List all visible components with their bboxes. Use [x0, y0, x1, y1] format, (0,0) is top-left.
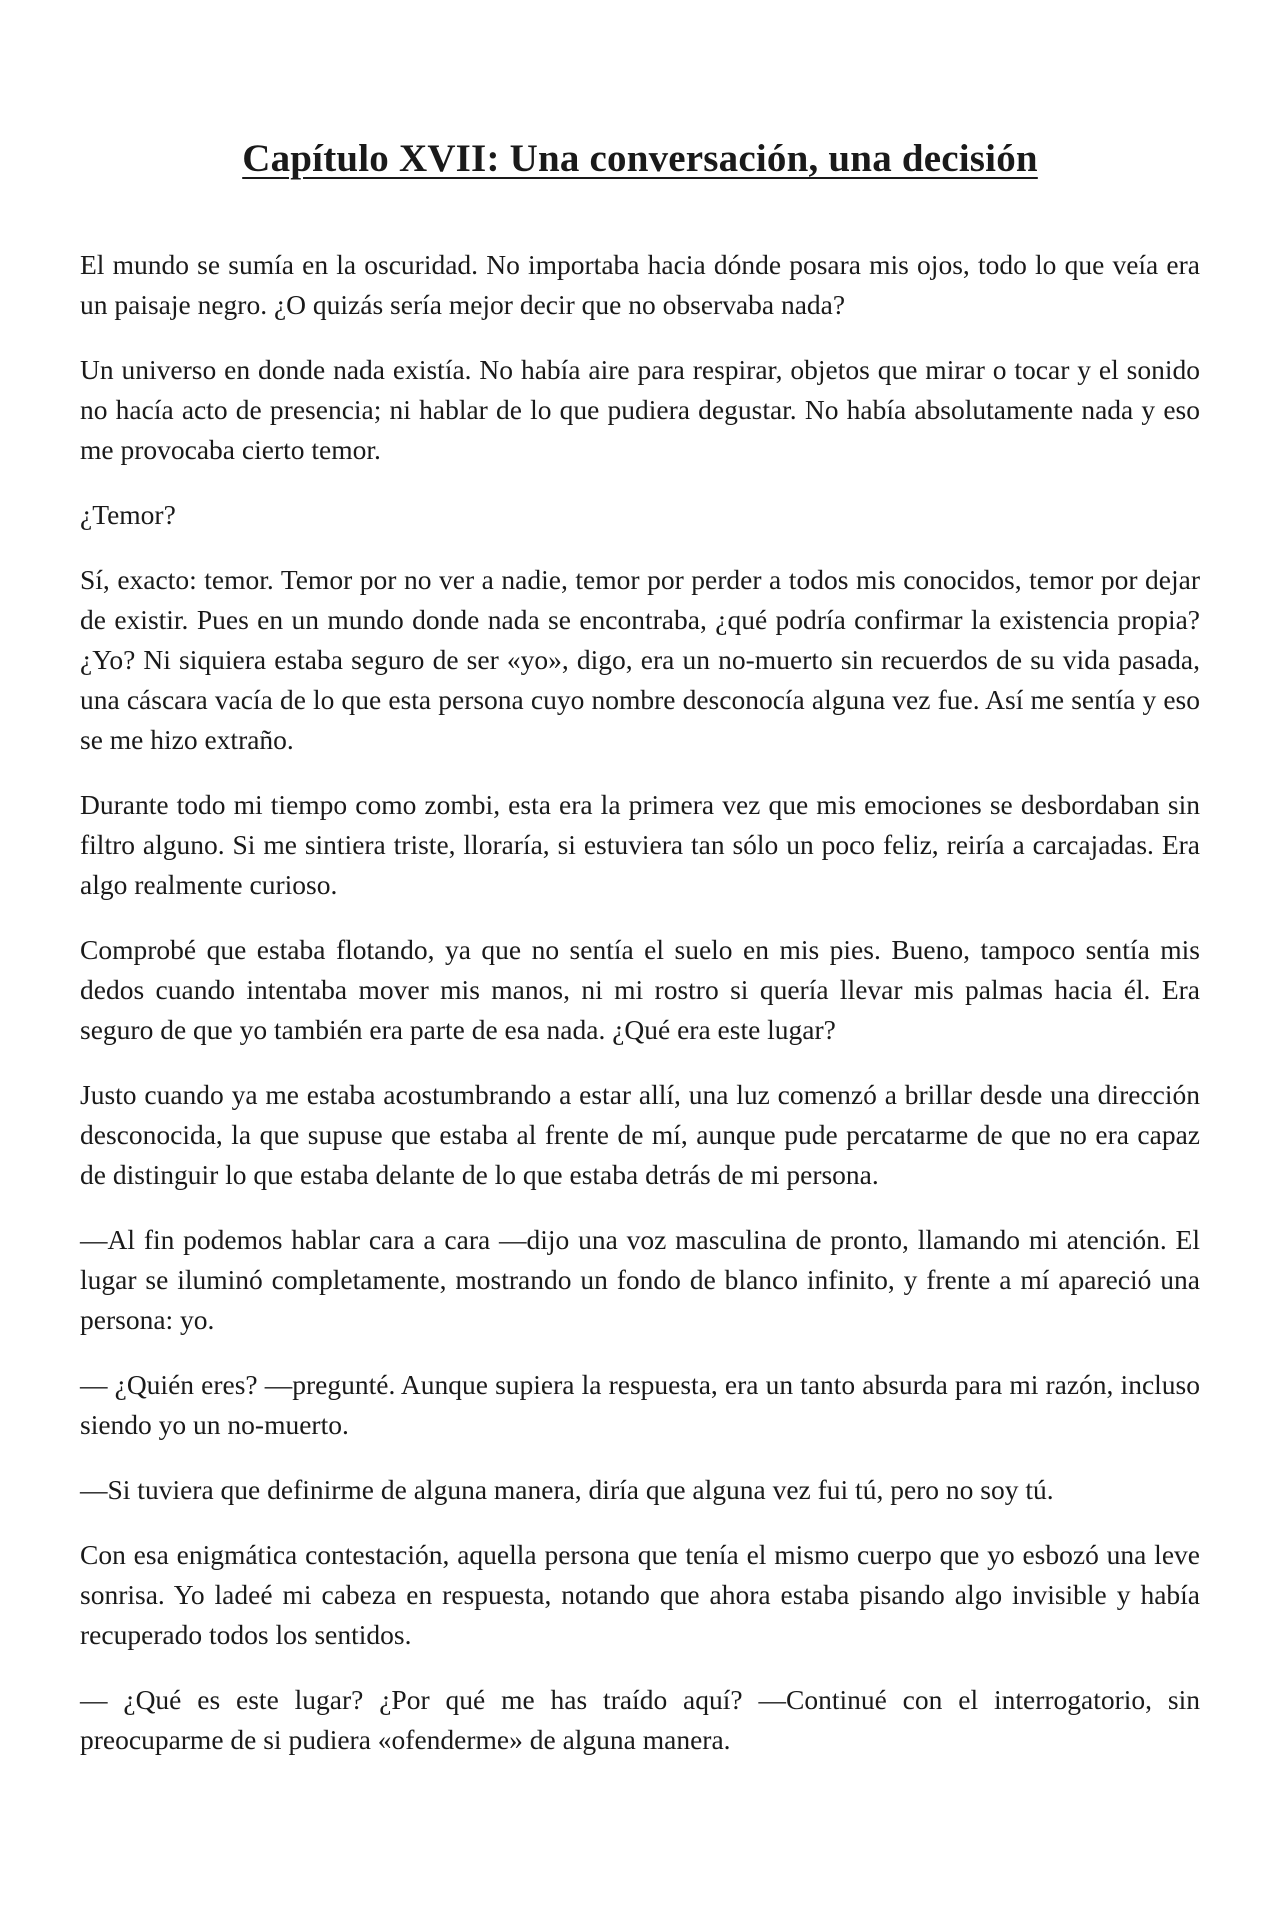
paragraph: —Si tuviera que definirme de alguna manera, diría que alguna vez fui tú, pero no soy tú. — [80, 1473, 1054, 1505]
paragraph: El mundo se sumía en la oscuridad. No importaba hacia dónde posara mis ojos, todo lo que veía era un paisaje negro. ¿O quizás sería mejor decir que no observaba nada? — [80, 248, 1200, 320]
paragraph: — ¿Quién eres? —pregunté. Aunque supiera la respuesta, era un tanto absurda para mi razón, incluso siendo yo un no-muerto. — [80, 1368, 1200, 1440]
paragraph: Comprobé que estaba flotando, ya que no sentía el suelo en mis pies. Bueno, tampoco sentía mis dedos cuando intentaba mover mis manos, ni mi rostro si quería llevar mis palmas hacia él. Era seguro de que yo también era parte de esa nada. ¿Qué era este lugar? — [80, 933, 1200, 1045]
chapter-title: Capítulo XVII: Una conversación, una decisión — [242, 137, 1038, 180]
paragraph: ¿Temor? — [80, 498, 176, 530]
paragraph: Justo cuando ya me estaba acostumbrando a estar allí, una luz comenzó a brillar desde una dirección desconocida, la que supuse que estaba al frente de mí, aunque pude percatarme de que no era capaz de distinguir lo que estaba delante de lo que estaba detrás de mi persona. — [80, 1078, 1200, 1190]
paragraph: — ¿Qué es este lugar? ¿Por qué me has traído aquí? —Continué con el interrogatorio, sin preocuparme de si pudiera «ofenderme» de alguna manera. — [80, 1683, 1200, 1755]
paragraph: Un universo en donde nada existía. No había aire para respirar, objetos que mirar o tocar y el sonido no hacía acto de presencia; ni hablar de lo que pudiera degustar. No había absolutamente nada y eso me provocaba cierto temor. — [80, 353, 1200, 465]
chapter-body — [80, 245, 1200, 1760]
paragraph: Con esa enigmática contestación, aquella persona que tenía el mismo cuerpo que yo esbozó una leve sonrisa. Yo ladeé mi cabeza en respuesta, notando que ahora estaba pisando algo invisible y había recuperado todos los sentidos. — [80, 1538, 1200, 1650]
paragraph: Sí, exacto: temor. Temor por no ver a nadie, temor por perder a todos mis conocidos, temor por dejar de existir. Pues en un mundo donde nada se encontraba, ¿qué podría confirmar la existencia propia? ¿Yo? Ni siquiera estaba seguro de ser «yo», digo, era un no-muerto sin recuerdos de su vida pasada, una cáscara vacía de lo que esta persona cuyo nombre desconocía alguna vez fue. Así me sentía y eso se me hizo extraño. — [80, 563, 1200, 755]
paragraph: Durante todo mi tiempo como zombi, esta era la primera vez que mis emociones se desbordaban sin filtro alguno. Si me sintiera triste, lloraría, si estuviera tan sólo un poco feliz, reiría a carcajadas. Era algo realmente curioso. — [80, 788, 1200, 900]
document-page — [80, 0, 1200, 1920]
paragraph: —Al fin podemos hablar cara a cara —dijo una voz masculina de pronto, llamando mi atención. El lugar se iluminó completamente, mostrando un fondo de blanco infinito, y frente a mí apareció una persona: yo. — [80, 1223, 1200, 1335]
